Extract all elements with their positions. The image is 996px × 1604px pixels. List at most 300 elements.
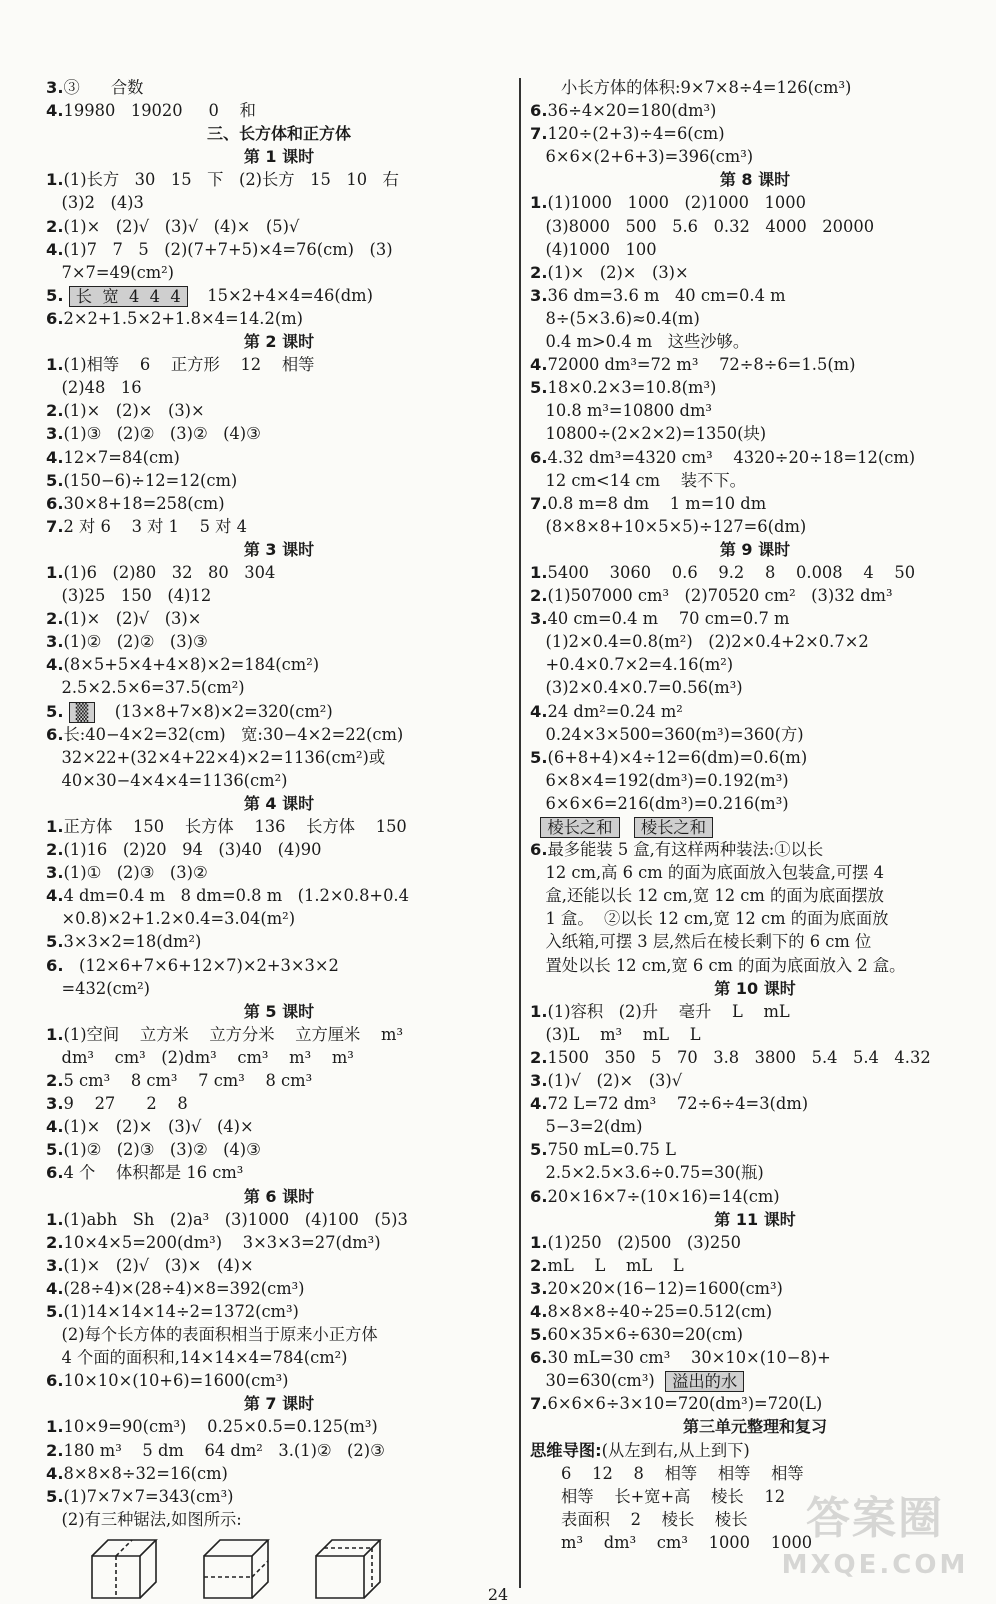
answer-text: +0.4×0.7×2=4.16(m²) [530, 655, 734, 675]
answer-text: 5400 3060 0.6 9.2 8 0.008 4 50 [547, 562, 916, 582]
answer-line [46, 1023, 512, 1046]
answer-text: 30 mL=30 cm³ 30×10×(10−8)+ [547, 1348, 831, 1368]
answer-text: 40×30−4×4×4=1136(cm²) [46, 770, 288, 790]
answer-text: 表面积 2 棱长 棱长 [530, 1509, 748, 1529]
answer-text: (从左到右,从上到下) [601, 1440, 750, 1460]
answer-text: (2)每个长方体的表面积相当于原来小正方体 [46, 1325, 378, 1345]
answer-text: (12×6+7×6+12×7)×2+3×3×2 [63, 955, 339, 975]
answer-text: mL L mL L [547, 1255, 684, 1275]
watermark [770, 1490, 980, 1595]
section-heading: 第 3 课时 [243, 539, 315, 559]
answer-line [530, 1046, 980, 1069]
answer-line [530, 584, 980, 607]
answer-line [46, 238, 512, 261]
answer-line [46, 1462, 512, 1485]
answer-text: 120÷(2+3)÷4=6(cm) [547, 124, 725, 144]
answer-text: (8×8×8+10×5×5)÷127=6(dm) [530, 516, 807, 536]
answer-text: (1)250 (2)500 (3)250 [547, 1232, 741, 1252]
answer-text: 72000 dm³=72 m³ 72÷8÷6=1.5(m) [547, 355, 856, 375]
answer-text: 0.4 m>0.4 m 这些沙够。 [530, 332, 750, 352]
answer-line [530, 492, 980, 515]
answer-text: (1)③ (2)② (3)② (4)③ [63, 424, 261, 444]
section-heading: 三、长方体和正方体 [206, 124, 351, 144]
answer-text: 入纸箱,可摆 3 层,然后在棱长剩下的 6 cm 位 [530, 932, 872, 952]
section-heading: 第 11 课时 [714, 1209, 796, 1229]
answer-text: 最多能装 5 盒,有这样两种装法:①以长 [547, 840, 824, 860]
answer-line [530, 330, 980, 353]
answer-line [530, 930, 980, 953]
answer-text: 置处以长 12 cm,宽 6 cm 的面为底面放入 2 盒。 [530, 955, 906, 975]
question-number: 6. [46, 493, 64, 513]
answer-text: (1)× (2)× (3)× [63, 401, 205, 421]
question-number: 6. [46, 308, 64, 328]
answer-text: (6+8+4)×4÷12=6(dm)=0.6(m) [547, 747, 808, 767]
boxed-answer-line [530, 815, 980, 838]
answer-line [530, 792, 980, 815]
question-number: 5. [46, 1486, 64, 1506]
question-number: 3. [530, 1071, 548, 1091]
answer-line [530, 191, 980, 214]
answer-text: 8×8×8÷32=16(cm) [63, 1463, 228, 1483]
answer-line [530, 307, 980, 330]
answer-line [46, 1208, 512, 1231]
answer-text: 1 盒。 ②以长 12 cm,宽 12 cm 的面为底面放 [530, 909, 889, 929]
question-number: 2. [46, 609, 64, 629]
answer-text: (1)× (2)√ (3)√ (4)× (5)√ [63, 216, 300, 236]
answer-line [46, 746, 512, 769]
answer-line [46, 353, 512, 376]
answer-line [530, 838, 980, 861]
right-column [530, 76, 980, 1554]
section-heading: 第 7 课时 [243, 1394, 315, 1414]
answer-text: (3)2×0.4×0.7=0.56(m³) [530, 678, 743, 698]
answer-line [46, 769, 512, 792]
answer-line [530, 353, 980, 376]
answer-line [46, 307, 512, 330]
answer-text: 正方体 150 长方体 136 长方体 150 [63, 817, 407, 836]
watermark-domain: MXQE.COM [781, 1550, 969, 1580]
left-column [46, 76, 512, 1531]
answer-text: (1)× (2)√ (3)× (4)× [63, 1255, 254, 1275]
answer-line [530, 1254, 980, 1277]
answer-line [530, 469, 980, 492]
question-number: 3. [46, 863, 64, 883]
answer-line [46, 676, 512, 699]
answer-line [530, 561, 980, 584]
answer-line [530, 1092, 980, 1115]
answer-line [46, 469, 512, 492]
answer-line [530, 954, 980, 977]
answer-line [46, 907, 512, 930]
question-number: 6. [46, 1163, 64, 1183]
question-number: 3. [46, 1255, 64, 1275]
question-number: 5. [530, 1325, 548, 1345]
answer-text: (1)7 7 5 (2)(7+7+5)×4=76(cm) (3) [63, 239, 393, 259]
answer-line [530, 700, 980, 723]
answer-line [530, 261, 980, 284]
answer-line [530, 1439, 980, 1462]
boxed-answer-line [46, 700, 512, 723]
answer-text: 9 27 2 8 [63, 1094, 188, 1114]
answer-text: (2)48 16 [46, 378, 142, 398]
question-number: 6. [46, 1371, 64, 1391]
question-number: 5. [46, 470, 64, 490]
answer-line [530, 653, 980, 676]
answer-text: (28÷4)×(28÷4)×8=392(cm³) [63, 1278, 305, 1298]
answer-text: 8÷(5×3.6)≈0.4(m) [530, 308, 700, 328]
answer-line [46, 1069, 512, 1092]
answer-box: 长 宽 4 4 4 [69, 286, 188, 307]
answer-text: 6×6×(2+6+3)=396(cm³) [530, 147, 754, 167]
answer-text: (1)16 (2)20 94 (3)40 (4)90 [63, 840, 322, 860]
column-divider [519, 78, 521, 1588]
answer-line [530, 1346, 980, 1369]
question-number: 6. [530, 1348, 548, 1368]
question-number: 4. [46, 447, 64, 467]
question-number: 1. [46, 1209, 64, 1229]
question-number: 4. [530, 1301, 548, 1321]
answer-line [46, 1323, 512, 1346]
answer-box: 棱长之和 [540, 817, 619, 838]
answer-line [46, 815, 512, 838]
question-number: 1. [530, 193, 548, 213]
answer-text: (1)abh Sh (2)a³ (3)1000 (4)100 (5)3 [63, 1209, 408, 1229]
answer-text: 18×0.2×3=10.8(m³) [547, 378, 717, 398]
question-number: 思维导图: [530, 1440, 602, 1460]
page-number: 24 [487, 1585, 509, 1604]
question-number: 4. [530, 701, 548, 721]
answer-text: 2.5×2.5×6=37.5(cm²) [46, 678, 245, 698]
answer-text: (3)8000 500 5.6 0.32 4000 20000 [530, 216, 875, 236]
question-number: 6. [46, 955, 64, 975]
answer-text: (1)① (2)③ (3)② [63, 863, 208, 883]
answer-text: 2 对 6 3 对 1 5 对 4 [63, 516, 247, 536]
question-number: 3. [46, 632, 64, 652]
answer-line [530, 884, 980, 907]
answer-text: 30×8+18=258(cm) [63, 493, 225, 513]
answer-line [46, 215, 512, 238]
answer-line [530, 284, 980, 307]
answer-line [46, 376, 512, 399]
answer-text: (1)× (2)√ (3)× [63, 609, 202, 629]
answer-line [46, 446, 512, 469]
answer-text: ③ 合数 [63, 78, 144, 97]
section-heading: 第 2 课时 [243, 332, 315, 352]
answer-line [46, 1346, 512, 1369]
answer-line [530, 1161, 980, 1184]
answer-text: 4.32 dm³=4320 cm³ 4320÷20÷18=12(cm) [547, 447, 916, 467]
section-heading: 第 1 课时 [243, 147, 315, 167]
answer-text: 盒,还能以长 12 cm,宽 12 cm 的面为底面摆放 [530, 886, 884, 906]
answer-line [530, 399, 980, 422]
answer-text: 小长方体的体积:9×7×8÷4=126(cm³) [530, 78, 852, 97]
question-number: 4. [46, 1463, 64, 1483]
answer-line [530, 1277, 980, 1300]
answer-line [530, 1462, 980, 1485]
answer-text: 20×20×(16−12)=1600(cm³) [547, 1278, 783, 1298]
question-number: 2. [46, 1440, 64, 1460]
question-number: 4. [46, 655, 64, 675]
answer-text: 20×16×7÷(10×16)=14(cm) [547, 1186, 780, 1206]
question-number: 5. [46, 1301, 64, 1321]
question-number: 1. [46, 355, 64, 375]
answer-line [46, 1508, 512, 1531]
question-number: 4. [530, 1094, 548, 1114]
boxed-answer-line [46, 284, 512, 307]
answer-box: ▒ [69, 702, 96, 723]
answer-line [530, 446, 980, 469]
answer-line [530, 1115, 980, 1138]
answer-text: 12×7=84(cm) [63, 447, 180, 467]
answer-text: 5−3=2(dm) [530, 1117, 643, 1137]
question-number: 1. [530, 1232, 548, 1252]
question-number: 1. [46, 562, 64, 582]
answer-line [530, 607, 980, 630]
answer-text: 60×35×6÷630=20(cm) [547, 1325, 743, 1345]
answer-text: (1)√ (2)× (3)√ [547, 1071, 683, 1091]
answer-line [530, 861, 980, 884]
answer-text: (1)507000 cm³ (2)70520 cm² (3)32 dm³ [547, 586, 893, 606]
section-heading: 第 8 课时 [719, 170, 791, 190]
answer-text: 180 m³ 5 dm 64 dm² 3.(1)② (2)③ [63, 1440, 385, 1460]
answer-line [46, 1161, 512, 1184]
answer-line [46, 399, 512, 422]
question-number: 5. [530, 1140, 548, 1160]
answer-text: 72 L=72 dm³ 72÷6÷4=3(dm) [547, 1094, 809, 1114]
answer-text: 24 dm²=0.24 m² [547, 701, 683, 721]
answer-text: 750 mL=0.75 L [547, 1140, 676, 1160]
question-number: 5. [46, 285, 64, 305]
question-number: 2. [530, 1255, 548, 1275]
answer-line [530, 1069, 980, 1092]
answer-text: (1)× (2)× (3)√ (4)× [63, 1117, 254, 1137]
answer-text: 12 cm,高 6 cm 的面为底面放入包装盒,可摆 4 [530, 863, 884, 883]
answer-line [46, 1369, 512, 1392]
answer-line [530, 1138, 980, 1161]
answer-line [46, 861, 512, 884]
answer-line [46, 723, 512, 746]
question-number: 2. [530, 586, 548, 606]
answer-line [46, 168, 512, 191]
answer-text: 2×2+1.5×2+1.8×4=14.2(m) [63, 308, 303, 328]
answer-line [46, 884, 512, 907]
question-number: 6. [530, 447, 548, 467]
answer-line [530, 76, 980, 99]
answer-line [530, 515, 980, 538]
answer-line [530, 1323, 980, 1346]
answer-text: =432(cm²) [46, 978, 151, 998]
question-number: 2. [530, 1047, 548, 1067]
question-number: 1. [46, 1417, 64, 1437]
answer-line [530, 769, 980, 792]
answer-text: ×0.8)×2+1.2×0.4=3.04(m²) [46, 909, 296, 929]
answer-text: 10×10×(10+6)=1600(cm³) [63, 1371, 289, 1391]
answer-line [530, 1392, 980, 1415]
answer-text: 40 cm=0.4 m 70 cm=0.7 m [547, 609, 790, 629]
answer-text: 4 dm=0.4 m 8 dm=0.8 m (1.2×0.8+0.4 [63, 886, 409, 906]
answer-line [530, 1023, 980, 1046]
answer-text: dm³ cm³ (2)dm³ cm³ m³ m³ [46, 1047, 354, 1067]
answer-text: 0.8 m=8 dm 1 m=10 dm [547, 493, 767, 513]
question-number: 3. [530, 609, 548, 629]
answer-line [530, 746, 980, 769]
answer-text: (1)容积 (2)升 毫升 L mL [547, 1001, 790, 1021]
answer-line [46, 1138, 512, 1161]
boxed-answer-line [530, 1369, 980, 1392]
answer-line [530, 1000, 980, 1023]
question-number: 6. [46, 724, 64, 744]
answer-text: 15×2+4×4=46(dm) [191, 285, 373, 305]
question-number: 5. [46, 1140, 64, 1160]
section-heading: 第 5 课时 [243, 1001, 315, 1021]
answer-text: (4)1000 100 [530, 239, 657, 259]
answer-text: 10.8 m³=10800 dm³ [530, 401, 712, 421]
answer-line [46, 1046, 512, 1069]
question-number: 3. [530, 285, 548, 305]
answer-line [46, 930, 512, 953]
section-heading: 第 10 课时 [714, 978, 796, 998]
answer-text: 36÷4×20=180(dm³) [547, 101, 717, 121]
answer-text: 4 个面的面积和,14×14×4=784(cm²) [46, 1348, 348, 1368]
answer-text: 30=630(cm³) [530, 1371, 666, 1391]
answer-text: (1)× (2)× (3)× [547, 262, 689, 282]
answer-text: 8×8×8÷40÷25=0.512(cm) [547, 1301, 773, 1321]
answer-text: 2.5×2.5×3.6÷0.75=30(瓶) [530, 1163, 764, 1183]
answer-box: 溢出的水 [665, 1371, 744, 1392]
answer-text: (1)② (2)② (3)③ [63, 632, 208, 652]
answer-line [46, 954, 512, 977]
answer-text: 4 个 体积都是 16 cm³ [63, 1163, 244, 1183]
answer-line [530, 1231, 980, 1254]
answer-text: (1)6 (2)80 32 80 304 [63, 562, 276, 582]
question-number: 1. [530, 562, 548, 582]
question-number: 3. [46, 424, 64, 444]
answer-text: 0.24×3×500=360(m³)=360(方) [530, 724, 804, 744]
answer-text: (3)25 150 (4)12 [46, 586, 212, 606]
answer-line [46, 261, 512, 284]
answer-text: m³ dm³ cm³ 1000 1000 [530, 1532, 813, 1552]
section-heading: 第 4 课时 [243, 793, 315, 813]
answer-text: 32×22+(32×4+22×4)×2=1136(cm²)或 [46, 747, 386, 767]
answer-line [530, 1185, 980, 1208]
answer-line [46, 515, 512, 538]
answer-text: (1)空间 立方米 立方分米 立方厘米 m³ [63, 1024, 404, 1044]
question-number: 1. [46, 170, 64, 190]
answer-line [46, 1092, 512, 1115]
question-number: 5. [530, 747, 548, 767]
answer-line [530, 723, 980, 746]
question-number: 2. [46, 401, 64, 421]
question-number: 4. [46, 239, 64, 259]
answer-text: 长:40−4×2=32(cm) 宽:30−4×2=22(cm) [63, 724, 404, 744]
question-number: 7. [46, 516, 64, 536]
answer-line [530, 145, 980, 168]
question-number: 1. [46, 1024, 64, 1044]
answer-line [46, 584, 512, 607]
question-number: 7. [530, 124, 548, 144]
answer-line [46, 422, 512, 445]
question-number: 5. [46, 701, 64, 721]
answer-text: 10×9=90(cm³) 0.25×0.5=0.125(m³) [63, 1417, 378, 1437]
answer-text: 12 cm<14 cm 装不下。 [530, 470, 746, 490]
question-number: 5. [46, 932, 64, 952]
answer-text: (2)有三种锯法,如图所示: [46, 1509, 242, 1529]
question-number: 6. [530, 1186, 548, 1206]
answer-text: (3)2 (4)3 [46, 193, 144, 213]
answer-text: 36 dm=3.6 m 40 cm=0.4 m [547, 285, 786, 305]
question-number: 3. [530, 1278, 548, 1298]
answer-text: (1)7×7×7=343(cm³) [63, 1486, 234, 1506]
answer-text: 3×3×2=18(dm²) [63, 932, 202, 952]
question-number: 2. [46, 840, 64, 860]
answer-text: 6×6×6=216(dm³)=0.216(m³) [530, 793, 789, 813]
question-number: 7. [530, 1394, 548, 1414]
question-number: 4. [46, 1117, 64, 1137]
answer-line [530, 376, 980, 399]
answer-line [530, 99, 980, 122]
answer-line [530, 422, 980, 445]
section-heading: 第 6 课时 [243, 1186, 315, 1206]
answer-text: 6×8×4=192(dm³)=0.192(m³) [530, 770, 789, 790]
answer-text: (1)2×0.4=0.8(m²) (2)2×0.4+2×0.7×2 [530, 632, 869, 652]
answer-text: (150−6)÷12=12(cm) [63, 470, 238, 490]
answer-text: 6×6×6÷3×10=720(dm³)=720(L) [547, 1394, 823, 1414]
answer-line [530, 1300, 980, 1323]
answer-box: 棱长之和 [634, 817, 713, 838]
answer-line [46, 1485, 512, 1508]
answer-text: (1)② (2)③ (3)② (4)③ [63, 1140, 261, 1160]
answer-text: 6 12 8 相等 相等 相等 [530, 1463, 804, 1483]
answer-line [46, 76, 512, 99]
question-number: 4. [46, 886, 64, 906]
answer-line [46, 630, 512, 653]
answer-line [530, 676, 980, 699]
answer-line [46, 99, 512, 122]
answer-text: (3)L m³ mL L [530, 1024, 701, 1044]
question-number: 2. [46, 1232, 64, 1252]
answer-line [46, 1277, 512, 1300]
answer-line [46, 561, 512, 584]
answer-text: (1)1000 1000 (2)1000 1000 [547, 193, 806, 213]
answer-line [46, 1115, 512, 1138]
question-number: 3. [46, 1094, 64, 1114]
question-number: 2. [46, 1071, 64, 1091]
answer-line [46, 977, 512, 1000]
answer-text: 10800÷(2×2×2)=1350(块) [530, 424, 767, 444]
answer-text: (1)长方 30 15 下 (2)长方 15 10 右 [63, 170, 399, 190]
section-heading: 第 9 课时 [719, 539, 791, 559]
answer-text: 5 cm³ 8 cm³ 7 cm³ 8 cm³ [63, 1071, 313, 1091]
answer-text: (1)14×14×14÷2=1372(cm³) [63, 1301, 299, 1321]
answer-text: 19980 19020 0 和 [63, 101, 256, 121]
answer-line [46, 607, 512, 630]
answer-line [46, 191, 512, 214]
watermark-logo-text: 答案圈 [806, 1493, 944, 1544]
answer-text: 1500 350 5 70 3.8 3800 5.4 5.4 4.32 [547, 1047, 931, 1067]
question-number: 1. [530, 1001, 548, 1021]
question-number: 2. [46, 216, 64, 236]
section-heading: 第三单元整理和复习 [682, 1417, 827, 1437]
question-number: 1. [46, 817, 64, 836]
answer-line [530, 238, 980, 261]
answer-line [46, 1415, 512, 1438]
question-number: 3. [46, 78, 64, 97]
answer-line [530, 122, 980, 145]
answer-text: 10×4×5=200(dm³) 3×3×3=27(dm³) [63, 1232, 381, 1252]
question-number: 7. [530, 493, 548, 513]
answer-line [46, 1231, 512, 1254]
answer-line [530, 630, 980, 653]
